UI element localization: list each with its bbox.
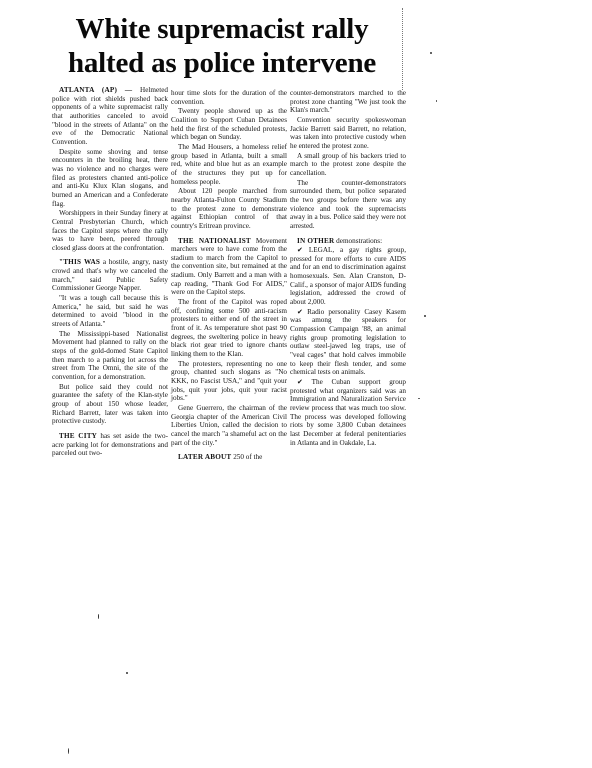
- scan-speck: [126, 672, 128, 674]
- paragraph-text: Despite some shoving and tense encounters in the broiling heat, there was no violence and no charges were filed as protesters chanted anti-police and anti-Ku Klux Klan slogans, and burned an American and a Confederate flag.: [52, 147, 168, 208]
- paragraph-text: The front of the Capitol was roped off, confining some 500 anti-racism protesters to either end of the street in front of it. As temperature shot past 90 degrees, the sweltering police in heavy black riot gear tried to ignore chants linking them to the Klan.: [171, 298, 287, 359]
- article-paragraph: [52, 86, 168, 147]
- paragraph-text: Movement marchers were to have come from the stadium to march from the Capitol to the convention site, but remained at the stadium. Only Barrett and a man with a cap reading, "Thank God For AIDS," were on the Capitol steps.: [171, 236, 287, 297]
- article-paragraph: [171, 89, 287, 106]
- article-paragraph: [52, 330, 168, 382]
- paragraph-lead-in: THE NATIONALIST: [178, 236, 251, 245]
- article-paragraph: [171, 298, 287, 359]
- headline-line-1: White supremacist rally: [75, 13, 369, 45]
- paragraph-text: But police said they could not guarantee the safety of the Klan-style group of about 150 whose leader, Richard Barrett, later was taken into protective custody.: [52, 382, 168, 426]
- article-paragraph: [290, 116, 406, 151]
- article-paragraph: [290, 89, 406, 115]
- article-column-3: [290, 86, 406, 448]
- paragraph-text: ✔ LEGAL, a gay rights group, pressed for more efforts to cure AIDS and for an end to discrimination against homosexuals. Sen. Alan Cranston, D-Calif., a sponsor of major AIDS funding legislation, addressed the crowd of about 2,000.: [290, 246, 406, 307]
- paragraph-text: has set aside the two-acre parking lot for demonstrations and parceled out two-: [52, 431, 168, 458]
- article-paragraph: [52, 209, 168, 252]
- paragraph-text: counter-demonstrators marched to the protest zone chanting "We just took the Klan's march.": [290, 89, 406, 115]
- article-paragraph: [290, 246, 406, 307]
- article-column-1: [52, 86, 168, 459]
- paragraph-text: The counter-demonstrators surrounded them, but police separated the two groups before there was any violence and took the supremacists away in a bus. Police said they were not arrested.: [290, 178, 406, 230]
- paragraph-text: ✔ The Cuban support group protested what organizers said was an Immigration and Naturalization Service review process that was much too slow. The process was developed following riots by some 3,800 Cuban detainees last December at federal penitentiaries in Atlanta and in Oakdale, La.: [290, 378, 406, 447]
- paragraph-text: The Mad Housers, a homeless relief group based in Atlanta, built a small red, white and blue hut as an example of the structures they put up for homeless people.: [171, 142, 287, 186]
- article-paragraph: [290, 308, 406, 377]
- article-column-2: [171, 86, 287, 463]
- paragraph-text: Convention security spokeswoman Jackie Barrett said Barrett, no relation, was taken into protective custody when he entered the protest zone.: [290, 115, 406, 150]
- paragraph-text: About 120 people marched from nearby Atlanta-Fulton County Stadium to the protest zone to demonstrate against Ethiopian control of that country's Eritrean province.: [171, 187, 287, 230]
- paragraph-text: Twenty people showed up as the Coalition to Support Cuban Detainees held the first of the scheduled protests, which began on Sunday.: [171, 107, 287, 142]
- paragraph-lead-in: THE CITY: [59, 431, 98, 440]
- scan-speck: [430, 52, 432, 54]
- article-paragraph: [52, 258, 168, 293]
- paragraph-lead-in: "THIS WAS: [59, 258, 101, 267]
- article-paragraph: [290, 237, 406, 246]
- article-paragraph: [171, 107, 287, 142]
- article-paragraph: [52, 432, 168, 458]
- article-paragraph: [290, 378, 406, 447]
- paragraph-text: Worshippers in their Sunday finery at Central Presbyterian Church, which faces the Capitol steps where the rally was to have been, peered through closed glass doors at the confrontation.: [52, 209, 168, 252]
- article-paragraph: [171, 404, 287, 447]
- paragraph-lead-in: IN OTHER: [297, 236, 335, 245]
- paragraph-text: The Mississippi-based Nationalist Movement had planned to rally on the steps of the gold-domed State Capitol then march to a parking lot across the street from The Omni, the site of the convention, for a demonstration.: [52, 329, 168, 381]
- paragraph-text: A small group of his backers tried to march to the protest zone despite the cancellation.: [290, 151, 406, 177]
- article-paragraph: [290, 152, 406, 178]
- article-paragraph: [171, 237, 287, 298]
- headline-line-2: halted as police intervene: [67, 47, 377, 79]
- article-paragraph: [171, 453, 287, 462]
- article-paragraph: [52, 383, 168, 426]
- article-paragraph: [171, 360, 287, 403]
- scan-speck: [424, 315, 426, 317]
- paragraph-lead-in: ATLANTA (AP) —: [59, 86, 141, 94]
- paragraph-text: a hostile, angry, nasty crowd and that's why we canceled the march," said Public Safety Commissioner George Napper.: [52, 258, 168, 293]
- scan-speck: [418, 398, 420, 399]
- article-paragraph: [52, 294, 168, 329]
- scan-speck: [68, 748, 69, 754]
- paragraph-lead-in: LATER ABOUT: [178, 453, 232, 462]
- paragraph-text: Helmeted police with riot shields pushed back opponents of a white supremacist rally that authorities canceled to avoid "blood in the streets of Atlanta" on the eve of the Democratic National Convention.: [52, 86, 168, 146]
- paragraph-text: 250 of the: [231, 453, 263, 462]
- paragraph-text: demonstrations:: [334, 236, 383, 245]
- paragraph-text: The protesters, representing no one group, chanted such slogans as "No KKK, no Fascist USA," and "quit your jobs, quit your jobs, quit your racist jobs.": [171, 359, 287, 403]
- article-paragraph: [52, 148, 168, 209]
- headline: [42, 12, 402, 80]
- article-paragraph: [290, 179, 406, 231]
- clipping-edge-dotted-line: [402, 8, 407, 90]
- paragraph-text: "It was a tough call because this is America," he said, but said he was determined to avoid "blood in the streets of Atlanta.": [52, 294, 168, 329]
- article-paragraph: [171, 143, 287, 186]
- scan-speck: [436, 100, 437, 102]
- paragraph-text: hour time slots for the duration of the convention.: [171, 89, 287, 106]
- paragraph-text: Gene Guerrero, the chairman of the Georgia chapter of the American Civil Liberties Union, called the decision to cancel the march "a shameful act on the part of the city.": [171, 403, 287, 447]
- paragraph-text: ✔ Radio personality Casey Kasem was among the speakers for Compassion Campaign '88, an animal rights group promoting legislation to outlaw steel-jawed leg traps, use of "veal cages" that hold calves immobile to keep their flesh tender, and some chemical tests on animals.: [290, 307, 406, 377]
- article-paragraph: [171, 187, 287, 230]
- scan-speck: [98, 614, 99, 619]
